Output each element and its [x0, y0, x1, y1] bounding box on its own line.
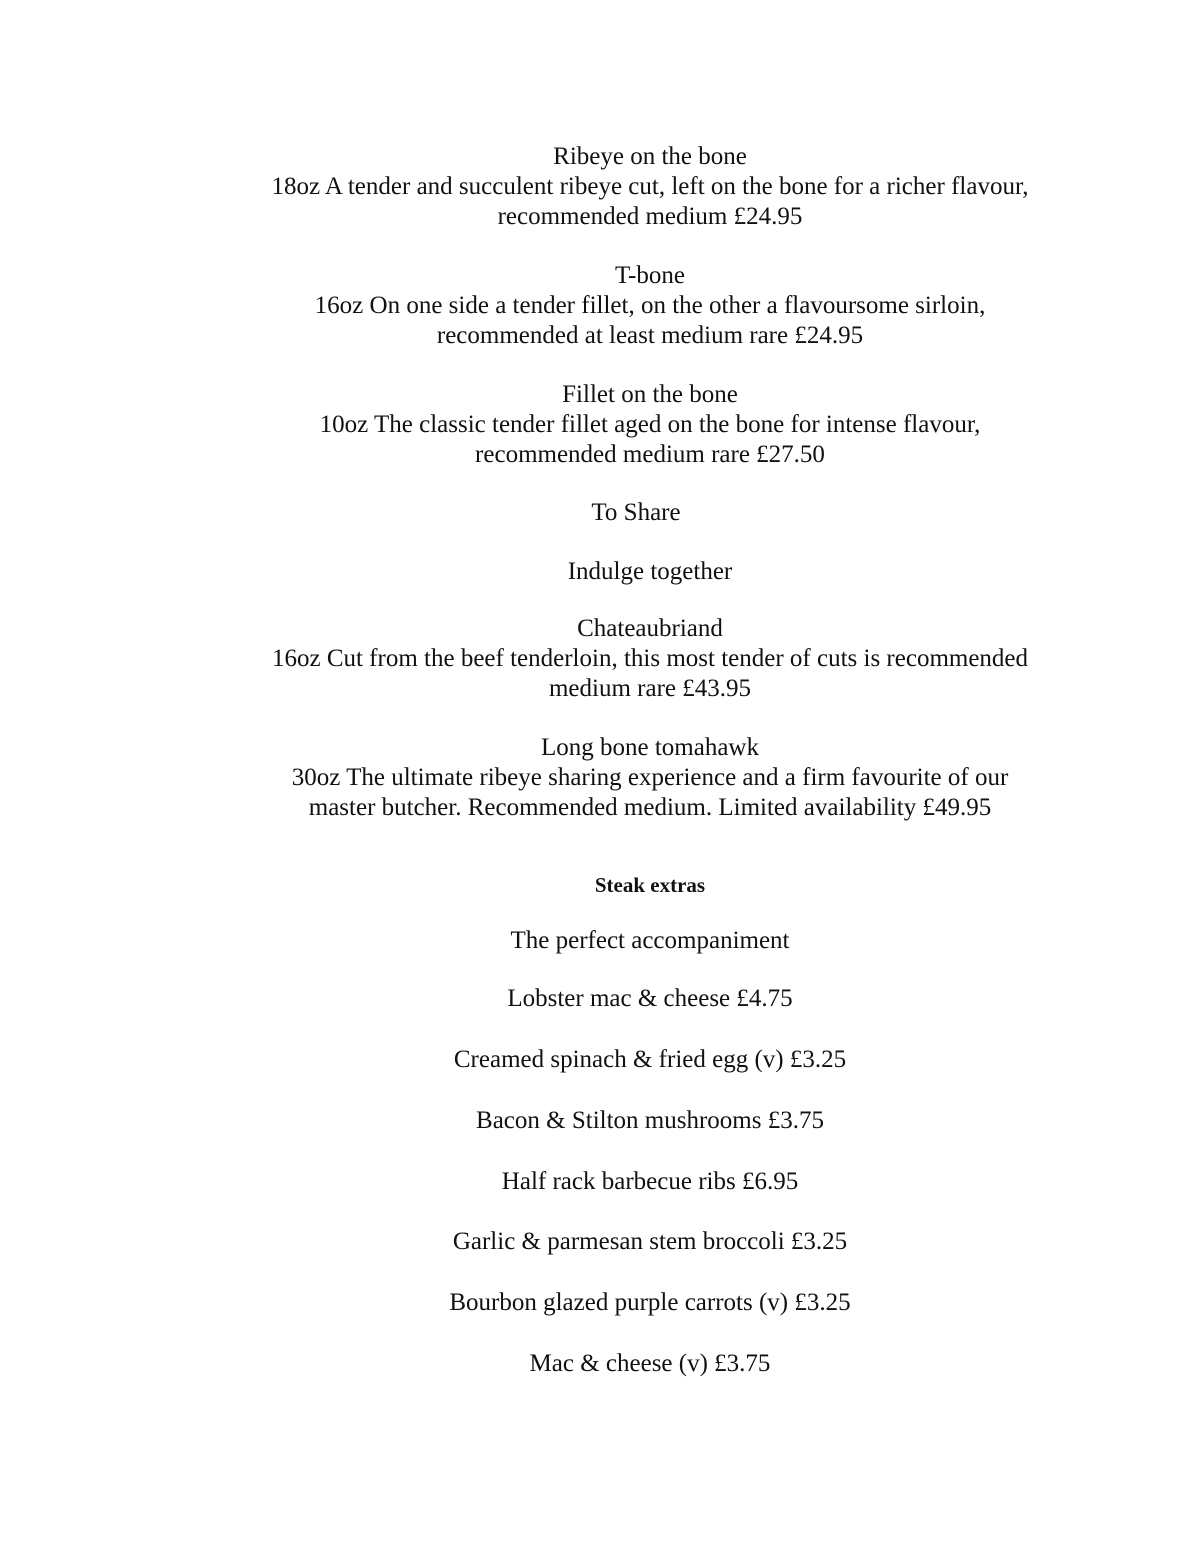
share-item-price-line: medium rare £43.95 [548, 675, 752, 702]
share-subtitle [150, 557, 1150, 587]
share-item-name: Long bone tomahawk [540, 734, 759, 761]
share-title-text: To Share [591, 499, 681, 526]
steak-name: T-bone [615, 262, 685, 289]
extras-item [150, 1167, 1150, 1197]
share-item-name: Chateaubriand [577, 615, 723, 642]
extras-title [150, 870, 1150, 900]
extras-item [150, 1349, 1150, 1379]
share-item-description: 30oz The ultimate ribeye sharing experience and a firm favourite of our [291, 764, 1009, 791]
steak-name: Fillet on the bone [562, 381, 738, 408]
steak-item-ribeye [150, 142, 1150, 232]
steak-price-line: recommended medium rare £27.50 [475, 441, 825, 468]
share-item-chateaubriand [150, 614, 1150, 704]
extras-item-text: Garlic & parmesan stem broccoli £3.25 [452, 1228, 848, 1255]
extras-subtitle [150, 926, 1150, 956]
extras-item-text: Bacon & Stilton mushrooms £3.75 [476, 1107, 824, 1134]
steak-item-tbone [150, 261, 1150, 351]
steak-description: 16oz On one side a tender fillet, on the other a flavoursome sirloin, [314, 292, 986, 319]
extras-item-text: Creamed spinach & fried egg (v) £3.25 [453, 1046, 847, 1073]
extras-subtitle-text: The perfect accompaniment [510, 927, 790, 954]
extras-item-text: Bourbon glazed purple carrots (v) £3.25 [449, 1289, 851, 1316]
steak-item-fillet [150, 380, 1150, 470]
extras-item [150, 1288, 1150, 1318]
share-item-tomahawk [150, 733, 1150, 823]
steak-name: Ribeye on the bone [553, 143, 747, 170]
share-item-price-line: master butcher. Recommended medium. Limited availability £49.95 [308, 794, 992, 821]
extras-item [150, 1106, 1150, 1136]
share-item-description: 16oz Cut from the beef tenderloin, this most tender of cuts is recommended [271, 645, 1029, 672]
steak-price-line: recommended at least medium rare £24.95 [436, 322, 864, 349]
extras-item-text: Half rack barbecue ribs £6.95 [501, 1168, 799, 1195]
extras-item [150, 1045, 1150, 1075]
steak-price-line: recommended medium £24.95 [497, 203, 803, 230]
share-title [136, 498, 1136, 528]
extras-item [150, 1227, 1150, 1257]
extras-item-text: Mac & cheese (v) £3.75 [529, 1350, 771, 1377]
steak-description: 18oz A tender and succulent ribeye cut, left on the bone for a richer flavour, [271, 173, 1029, 200]
extras-item [150, 984, 1150, 1014]
share-subtitle-text: Indulge together [567, 558, 733, 585]
extras-title-text: Steak extras [594, 873, 706, 897]
extras-item-text: Lobster mac & cheese £4.75 [507, 985, 793, 1012]
steak-description: 10oz The classic tender fillet aged on the bone for intense flavour, [319, 411, 981, 438]
